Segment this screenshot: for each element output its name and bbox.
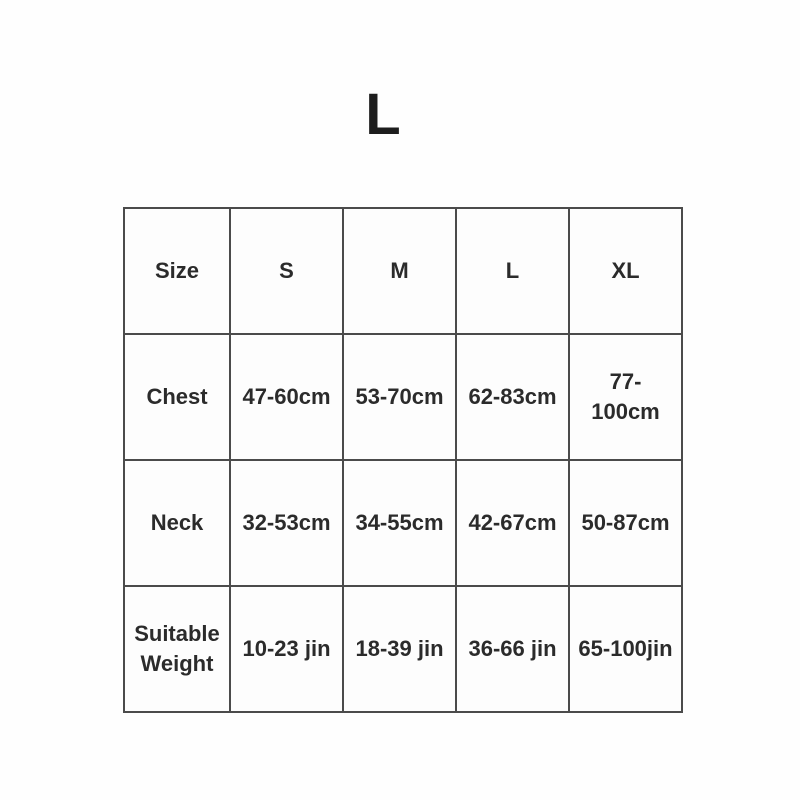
header-cell-m: M (343, 208, 456, 334)
value-cell: 36-66 jin (456, 586, 569, 712)
header-cell-size: Size (124, 208, 230, 334)
table-row-neck (124, 460, 682, 586)
header-cell-s: S (230, 208, 343, 334)
value-cell: 65-100jin (569, 586, 682, 712)
value-cell: 77-100cm (569, 334, 682, 460)
row-label-cell: Chest (124, 334, 230, 460)
value-cell: 62-83cm (456, 334, 569, 460)
header-cell-l: L (456, 208, 569, 334)
value-cell: 34-55cm (343, 460, 456, 586)
value-cell: 50-87cm (569, 460, 682, 586)
size-chart-table (123, 207, 683, 713)
table-row-suitable-weight (124, 586, 682, 712)
header-row (124, 208, 682, 334)
table-row-chest (124, 334, 682, 460)
value-cell: 42-67cm (456, 460, 569, 586)
row-label-cell: Suitable Weight (124, 586, 230, 712)
row-label-cell: Neck (124, 460, 230, 586)
value-cell: 47-60cm (230, 334, 343, 460)
value-cell: 32-53cm (230, 460, 343, 586)
header-cell-xl: XL (569, 208, 682, 334)
page-title: L (365, 82, 401, 147)
value-cell: 18-39 jin (343, 586, 456, 712)
value-cell: 53-70cm (343, 334, 456, 460)
value-cell: 10-23 jin (230, 586, 343, 712)
